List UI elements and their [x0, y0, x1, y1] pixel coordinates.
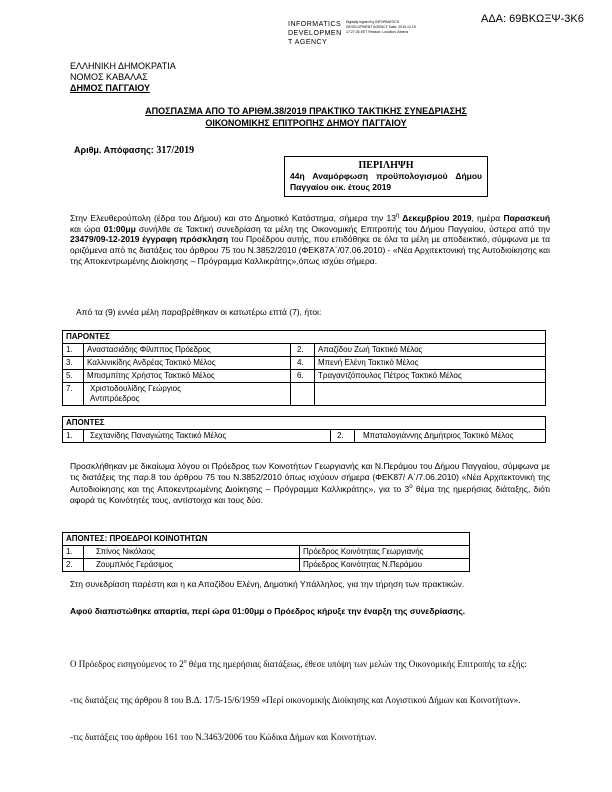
absent-presidents-table [62, 532, 470, 572]
topic-text-b: θέμα της ημερήσιας διατάξεως, έθεσε υπόψη των μελών της Οικονομικής Επιτροπής τα εξής: [186, 659, 527, 669]
authority-line-2: ΝΟΜΟΣ ΚΑΒΑΛΑΣ [70, 72, 148, 82]
signature-fine-print: Digitally signed by INFORMATICS DEVELOPMENT AGENCY Date: 2019.12.19 17:27:26 EET Reason: Location: Athens [346, 20, 416, 34]
topic-sup: ο [183, 659, 187, 665]
member-name: Μπαταλογιάννης Δημήτριος Τακτικό Μέλος [355, 430, 546, 443]
intro-day: Παρασκευή [503, 212, 551, 223]
present-header: ΠΑΡΟΝΤΕΣ [63, 331, 546, 344]
row-number: 2. [331, 430, 355, 443]
ada-code: ΑΔΑ: 69ΒΚΩΞΨ-3Κ6 [481, 13, 584, 25]
table-row [63, 546, 470, 559]
intro-sup: η [395, 213, 400, 219]
row-number: 2. [291, 344, 315, 357]
row-number: 3. [63, 357, 84, 370]
invited-text-b: θέμα της ημερήσιας διάταξης, διότι αφορά τις Κοινότητές τους, αντίστοιχα και τους δύο. [70, 484, 551, 505]
authority-header [70, 61, 176, 94]
authority-line-3: ΔΗΜΟΣ ΠΑΓΓΑΙΟΥ [70, 83, 150, 93]
absent-table [62, 416, 546, 443]
signature-line-2: DEVELOPMEN [288, 30, 342, 37]
digital-signature-stamp [288, 20, 418, 68]
present-table [62, 330, 546, 406]
summary-box [284, 156, 488, 197]
intro-invitation: 23479/09-12-2019 έγγραφη πρόσκληση [70, 234, 229, 245]
row-number: 1. [63, 546, 84, 559]
row-number: 5. [63, 370, 84, 383]
title-line-2: ΟΙΚΟΝΟΜΙΚΗΣ ΕΠΙΤΡΟΠΗΣ ΔΗΜΟΥ ΠΑΓΓΑΙΟΥ [205, 118, 407, 128]
summary-heading: ΠΕΡΙΛΗΨΗ [358, 160, 414, 171]
minutes-paragraph: Στη συνεδρίαση παρέστη και η κα Απαζίδου Ελένη, Δημοτική Υπάλληλος, για την τήρηση των πρακτικών. [70, 579, 465, 589]
intro-time: 01:00μμ [103, 223, 136, 234]
table-row [63, 559, 470, 572]
row-number: 1. [63, 344, 84, 357]
law-reference-1: -τις διατάξεις της άρθρου 8 του Β.Δ. 17/5-15/6/1959 «Περί οικονομικής Διοίκησης και Λογιστικού Δήμων και Κοινοτήτων». [70, 695, 521, 705]
absent-presidents-header: ΑΠΟΝΤΕΣ: ΠΡΟΕΔΡΟΙ ΚΟΙΝΟΤΗΤΩΝ [63, 533, 470, 546]
signature-line-1: INFORMATICS [288, 21, 342, 28]
member-name: Χριστοδουλίδης Γεώργιος Αντιπρόεδρος [84, 383, 291, 406]
decision-label: Αριθμ. Απόφασης: [74, 145, 154, 155]
title-line-1: ΑΠΟΣΠΑΣΜΑ ΑΠΟ ΤΟ ΑΡΙΘΜ.38/2019 ΠΡΑΚΤΙΚΟ ΤΑΚΤΙΚΗΣ ΣΥΝΕΔΡΙΑΣΗΣ [145, 106, 467, 116]
quorum-paragraph: Αφού διαπιστώθηκε απαρτία, περί ώρα 01:00μμ ο Πρόεδρος κήρυξε την έναρξη της συνεδρίασης. [70, 606, 466, 616]
president-role: Πρόεδρος Κοινότητας Γεωργιανής [300, 546, 470, 559]
row-number: 7. [63, 383, 84, 406]
president-name: Ζουμπλιός Γεράσιμος [84, 559, 300, 572]
summary-body: 44η Αναμόρφωση προϋπολογισμού Δήμου Παγγαίου οικ. έτους 2019 [290, 171, 482, 192]
row-number: 1. [63, 430, 84, 443]
table-row [63, 383, 546, 406]
authority-line-1: ΕΛΛΗΝΙΚΗ ΔΗΜΟΚΡΑΤΙΑ [70, 61, 176, 71]
row-number: 2. [63, 559, 84, 572]
signature-line-3: T AGENCY [288, 39, 328, 46]
president-role: Πρόεδρος Κοινότητας Ν.Περάμου [300, 559, 470, 572]
member-name: Αναστασιάδης Φίλιππος Πρόεδρος [84, 344, 291, 357]
intro-text-i: του Προέδρου αυτής, που επιδόθηκε σε όλα τα μέλη με αποδεικτικό, σύμφωνα με τα οριζόμενα από τις διατάξεις του άρθρου 75 του Ν.3852/2010 (ΦΕΚ87Α΄/07.06.2010) - «Νέα Αρχιτεκτονική της Αυτοδιοίκησης και της Αποκεντρωμένης Διοίκησης – Πρόγραμμα Καλλικράτης»,όπως ισχύει σήμερα. [70, 234, 550, 266]
absent-header: ΑΠΟΝΤΕΣ [63, 417, 546, 430]
law-reference-2: -τις διατάξεις του άρθρου 161 του Ν.3463/2006 του Κώδικα Δήμων και Κοινοτήτων. [70, 732, 377, 742]
invited-text-a: Προσκλήθηκαν με δικαίωμα λόγου οι Πρόεδρος των Κοινοτήτων Γεωργιανής και Ν.Περάμου του Δήμου Παγγαίου, σύμφωνα με τις διατάξεις της παρ.8 του άρθρου 75 του Ν.3852/2010 όπως ισχύουν σήμερα (ΦΕΚ87/ Α΄/7.06.2010) «Νέα Αρχιτεκτονική της Αυτοδιοίκησης και της Αποκεντρωμένης Διοίκησης – Πρόγραμμα Καλλικράτης», για το 3 [70, 461, 550, 495]
document-title [60, 105, 552, 129]
member-name [315, 383, 546, 406]
intro-paragraph [70, 211, 550, 266]
topic-text-a: Ο Πρόεδρος εισηγούμενος το 2 [70, 659, 184, 669]
topic-paragraph [70, 656, 550, 670]
intro-text-c: , ημέρα [471, 212, 504, 223]
intro-text-g: συνήλθε σε Τακτική συνεδρίαση τα μέλη της Οικονομικής Επιτροπής του Δήμου Παγγαίου, ύστερα από την [135, 223, 551, 234]
member-name: Απαζίδου Ζωή Τακτικό Μέλος [315, 344, 546, 357]
member-name: Μπισμπίτης Χρήστος Τακτικό Μέλος [84, 370, 291, 383]
table-row [63, 430, 546, 443]
intro-text-e: και ώρα [70, 223, 104, 234]
row-number: 6. [291, 370, 315, 383]
table-row [63, 357, 546, 370]
invited-paragraph [70, 461, 550, 506]
president-name: Σπίνος Νικόλαος [84, 546, 300, 559]
attendance-line: Από τα (9) εννέα μέλη παραβρέθηκαν οι κατωτέρω επτά (7), ήτοι: [76, 307, 322, 317]
member-name: Καλλινικίδης Ανδρέας Τακτικό Μέλος [84, 357, 291, 370]
table-row [63, 370, 546, 383]
intro-date: Δεκεμβρίου 2019 [399, 212, 472, 223]
invited-sup: ο [409, 484, 413, 491]
row-number: 4. [291, 357, 315, 370]
decision-value: 317/2019 [156, 145, 195, 156]
member-name: Μπενή Ελένη Τακτικό Μέλος [315, 357, 546, 370]
row-number [291, 383, 315, 406]
member-name: Σεχτανίδης Παναγιώτης Τακτικό Μέλος [84, 430, 331, 443]
intro-text-a: Στην Ελευθερούπολη (έδρα του Δήμου) και στο Δημοτικό Κατάστημα, σήμερα την 13 [70, 212, 396, 223]
member-name: Τραγαντζόπουλος Πέτρος Τακτικό Μέλος [315, 370, 546, 383]
decision-number [74, 145, 194, 156]
table-row [63, 344, 546, 357]
